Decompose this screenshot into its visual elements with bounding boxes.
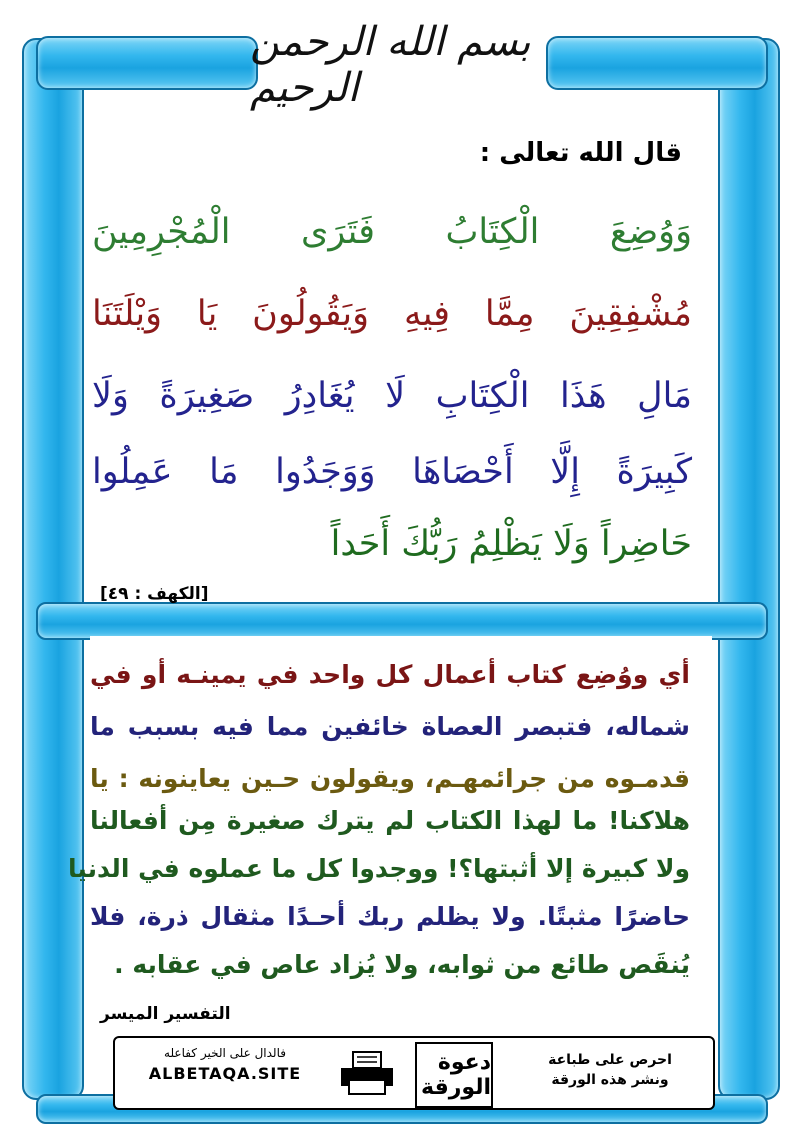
footer-note-line: احرص على طباعة [548,1052,672,1068]
verse-line: مَالِ هَذَا الْكِتَابِ لَا يُغَادِرُ صَغِيرَةً وَلَا [92,376,692,416]
verse-line: مُشْفِقِينَ مِمَّا فِيهِ وَيَقُولُونَ يَا وَيْلَتَنَا [92,294,692,334]
tafsir-source: التفسير الميسر [100,1004,231,1024]
footer-banner [113,1036,715,1110]
printer-icon [337,1050,397,1096]
tafsir-line: حاضرًا مثبتًا. ولا يظلم ربك أحـدًا مثقال ذرة، فلا [90,902,690,931]
verse-line: كَبِيرَةً إِلَّا أَحْصَاهَا وَوَجَدُوا مَا عَمِلُوا [92,452,692,492]
tafsir-line: قدمـوه من جرائمهـم، ويقولون حـين يعاينونه : يا [90,764,690,793]
frame-right-bar [718,38,780,1100]
tafsir-line: هلاكنا! ما لهذا الكتاب لم يترك صغيرة مِن أفعالنا [90,806,690,835]
intro-heading: قال الله تعالى : [479,138,682,168]
footer-right-block [525,1050,695,1090]
basmala-calligraphy [250,20,550,110]
tafsir-line: أي ووُضِع كتاب أعمال كل واحد في يمينـه أو في [90,660,690,689]
tafsir-line: ولا كبيرة إلا أثبتها؟! ووجدوا كل ما عملوه في الدنيا [68,854,690,883]
tafsir-line: شماله، فتبصر العصاة خائفين مما فيه بسبب ما [90,712,690,741]
footer-note-line: ونشر هذه الورقة [551,1072,669,1088]
frame-middle-bar [36,602,768,640]
basmala-text: بسم الله الرحمن الرحيم [250,19,531,111]
verse-line: حَاضِراً وَلَا يَظْلِمُ رَبُّكَ أَحَداً [330,524,692,564]
footer-left-block [125,1046,325,1083]
footer-proverb: فالدال على الخير كفاعله [164,1046,286,1060]
frame-top-right-bar [546,36,768,90]
frame-top-left-bar [36,36,258,90]
verse-line: وَوُضِعَ الْكِتَابُ فَتَرَى الْمُجْرِمِينَ [92,212,692,252]
verse-reference: [الكهف : ٤٩] [100,584,209,604]
tafsir-line: يُنقَص طائع من ثوابه، ولا يُزاد عاص في عقابه . [114,950,690,979]
footer-site-link[interactable]: ALBETAQA.SITE [148,1064,302,1083]
footer-logo: دعوة الورقة [415,1042,493,1108]
frame-left-bar [22,38,84,1100]
